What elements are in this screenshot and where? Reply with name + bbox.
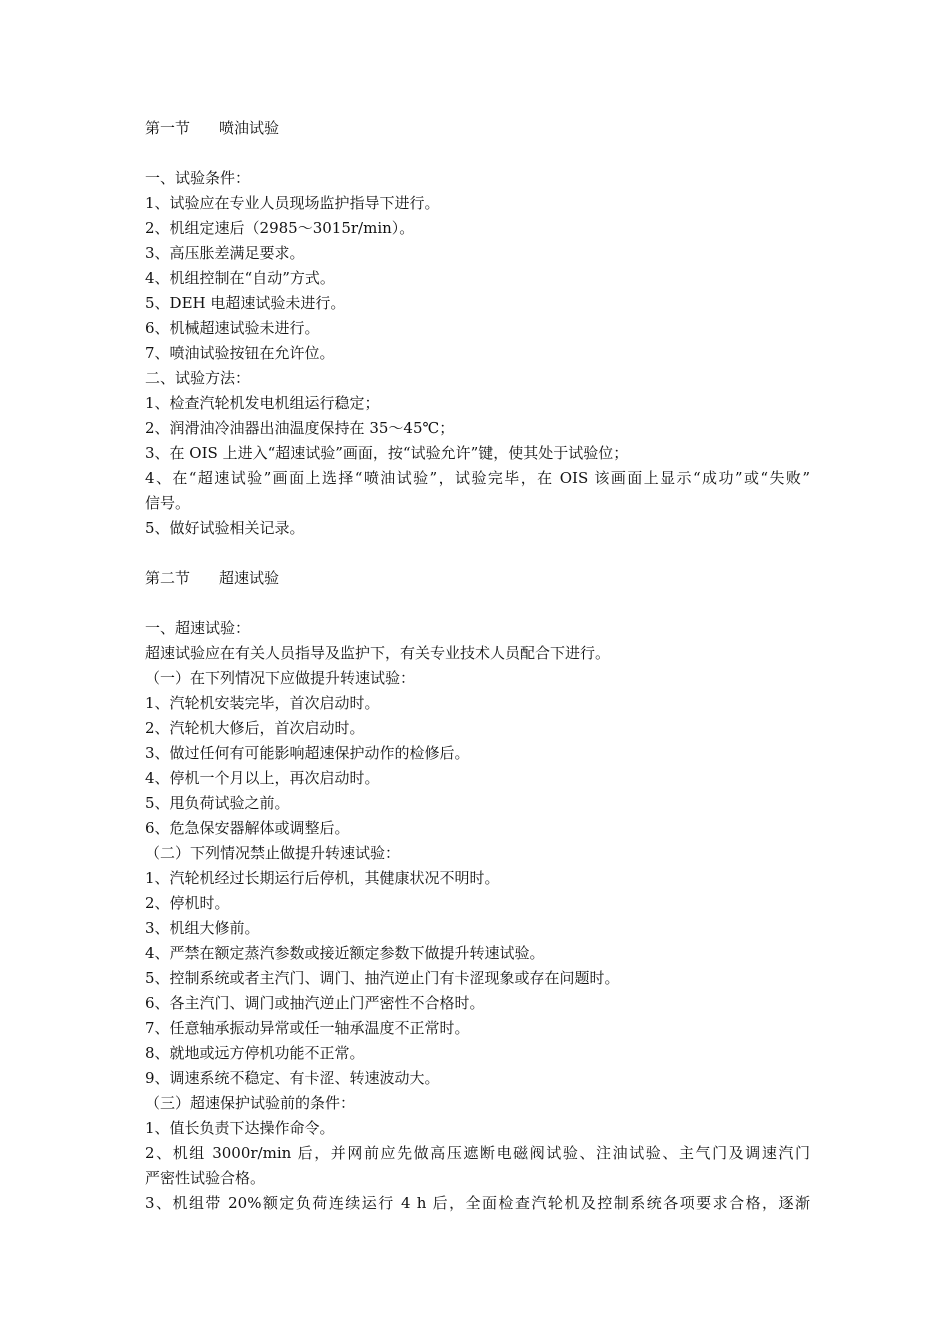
- list-item: 7、任意轴承振动异常或任一轴承温度不正常时。: [145, 1019, 470, 1037]
- list-item: 1、汽轮机安装完毕，首次启动时。: [145, 694, 380, 712]
- subheading: （三）超速保护试验前的条件：: [145, 1094, 356, 1112]
- list-item: 7、喷油试验按钮在允许位。: [145, 344, 335, 362]
- list-item: 5、控制系统或者主汽门、调门、抽汽逆止门有卡涩现象或存在问题时。: [145, 969, 620, 987]
- list-item: 2、机组定速后（2985～3015r/min）。: [145, 219, 415, 237]
- list-item: 6、各主汽门、调门或抽汽逆止门严密性不合格时。: [145, 994, 485, 1012]
- list-item: 1、值长负责下达操作命令。: [145, 1119, 335, 1137]
- list-item: 2、润滑油冷油器出油温度保持在 35～45℃；: [145, 419, 455, 437]
- list-item: 2、汽轮机大修后，首次启动时。: [145, 719, 365, 737]
- section-2-number: 第二节: [145, 569, 191, 587]
- list-item: 5、甩负荷试验之前。: [145, 794, 290, 812]
- section-1-body: [145, 166, 810, 541]
- list-item: 2、机组 3000r/min 后，并网前应先做高压遮断电磁阀试验、注油试验、主气门及调速汽门: [145, 1144, 810, 1162]
- list-item: 1、试验应在专业人员现场监护指导下进行。: [145, 194, 440, 212]
- subheading: （二）下列情况禁止做提升转速试验：: [145, 844, 401, 862]
- list-item: 5、DEH 电超速试验未进行。: [145, 294, 346, 312]
- subheading: 二、试验方法：: [145, 369, 251, 387]
- subheading: 一、试验条件：: [145, 169, 251, 187]
- list-item: 6、危急保安器解体或调整后。: [145, 819, 350, 837]
- list-item: 5、做好试验相关记录。: [145, 519, 305, 537]
- list-item: 3、高压胀差满足要求。: [145, 244, 305, 262]
- list-item: 6、机械超速试验未进行。: [145, 319, 320, 337]
- document-page: [145, 116, 810, 1216]
- section-1-name: 喷油试验: [219, 119, 280, 137]
- section-gap: [145, 541, 810, 566]
- subheading: （一）在下列情况下应做提升转速试验：: [145, 669, 416, 687]
- list-item: 2、停机时。: [145, 894, 230, 912]
- list-item: 3、做过任何有可能影响超速保护动作的检修后。: [145, 744, 470, 762]
- subheading: 一、超速试验：: [145, 619, 251, 637]
- list-item: 1、检查汽轮机发电机组运行稳定；: [145, 394, 380, 412]
- section-2-name: 超速试验: [219, 569, 280, 587]
- list-item: 8、就地或远方停机功能不正常。: [145, 1044, 365, 1062]
- paragraph: 超速试验应在有关人员指导及监护下，有关专业技术人员配合下进行。: [145, 644, 611, 662]
- section-1-number: 第一节: [145, 119, 191, 137]
- list-item: 4、停机一个月以上，再次启动时。: [145, 769, 380, 787]
- list-item: 4、在“超速试验”画面上选择“喷油试验”，试验完毕，在 OIS 该画面上显示“成功”或“失败”: [145, 469, 810, 487]
- section-2-body: [145, 616, 810, 1216]
- list-item: 1、汽轮机经过长期运行后停机，其健康状况不明时。: [145, 869, 500, 887]
- list-item-continuation: 信号。: [145, 494, 191, 512]
- section-1-title: [145, 116, 810, 141]
- list-item: 4、机组控制在“自动”方式。: [145, 269, 335, 287]
- list-item: 3、机组带 20%额定负荷连续运行 4 h 后，全面检查汽轮机及控制系统各项要求合格，逐渐: [145, 1194, 810, 1212]
- section-2-title: [145, 566, 810, 591]
- list-item: 3、在 OIS 上进入“超速试验”画面，按“试验允许”键，使其处于试验位；: [145, 444, 629, 462]
- list-item: 9、调速系统不稳定、有卡涩、转速波动大。: [145, 1069, 440, 1087]
- list-item-continuation: 严密性试验合格。: [145, 1169, 266, 1187]
- list-item: 4、严禁在额定蒸汽参数或接近额定参数下做提升转速试验。: [145, 944, 545, 962]
- list-item: 3、机组大修前。: [145, 919, 260, 937]
